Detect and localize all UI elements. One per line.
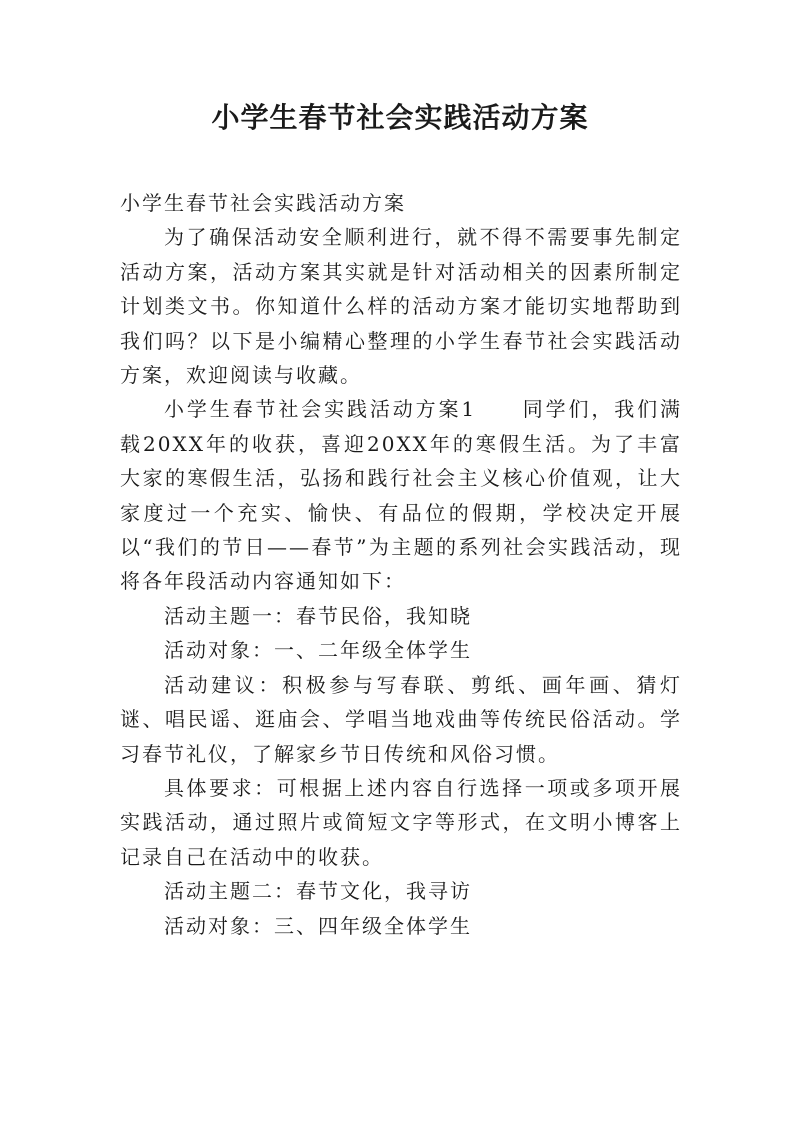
paragraph-theme-2: 活动主题二：春节文化，我寻访 <box>164 879 472 904</box>
paragraph-requirement-1: 具体要求：可根据上述内容自行选择一项或多项开展实践活动，通过照片或简短文字等形式，在文明小博客上记录自己在活动中的收获。 <box>120 775 682 869</box>
document-body <box>120 186 682 943</box>
paragraph-theme-1: 活动主题一：春节民俗，我知晓 <box>164 603 472 628</box>
paragraph-intro: 为了确保活动安全顺利进行，就不得不需要事先制定活动方案，活动方案其实就是针对活动相关的因素所制定计划类文书。你知道什么样的活动方案才能切实地帮助到我们吗？以下是小编精心整理的小学生春节社会实践活动方案，欢迎阅读与收藏。 <box>120 225 682 388</box>
paragraph-plan-1: 小学生春节社会实践活动方案1 同学们，我们满载20XX年的收获，喜迎20XX年的寒假生活。为了丰富大家的寒假生活，弘扬和践行社会主义核心价值观，让大家度过一个充实、愉快、有品位的假期，学校决定开展以“我们的节日——春节”为主题的系列社会实践活动，现将各年段活动内容通知如下： <box>120 397 682 594</box>
document-title: 小学生春节社会实践活动方案 <box>211 101 589 134</box>
paragraph-subtitle: 小学生春节社会实践活动方案 <box>120 191 406 215</box>
paragraph-target-2: 活动对象：三、四年级全体学生 <box>164 913 472 938</box>
paragraph-target-1: 活动对象：一、二年级全体学生 <box>164 638 472 663</box>
paragraph-suggestion-1: 活动建议：积极参与写春联、剪纸、画年画、猜灯谜、唱民谣、逛庙会、学唱当地戏曲等传统民俗活动。学习春节礼仪，了解家乡节日传统和风俗习惯。 <box>120 672 682 766</box>
